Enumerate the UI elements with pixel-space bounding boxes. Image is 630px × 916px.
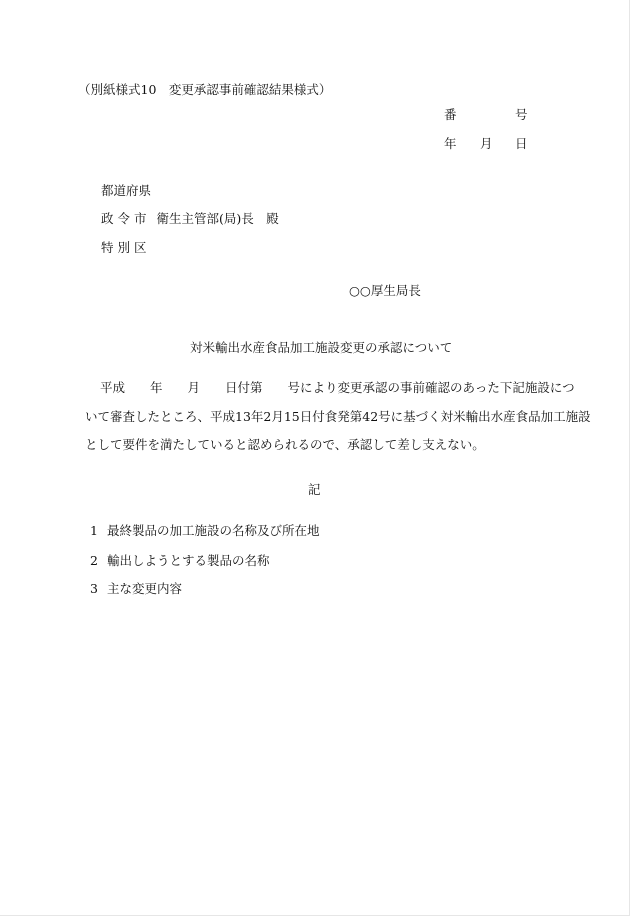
body-text-line-3: として要件を満たしていると認められるので、承認して差し支えない。 [85,437,485,452]
form-label: （別紙様式10 変更承認事前確認結果様式） [78,82,332,97]
list-item-number: 2 [90,553,98,568]
date-month-label: 月 [480,136,493,151]
date-day-label: 日 [515,136,528,151]
subject-title: 対米輸出水産食品加工施設変更の承認について [190,340,453,355]
recipient-line-ward: 特 別 区 [101,240,147,255]
ki-heading: 記 [308,482,321,497]
list-item-text: 輸出しようとする製品の名称 [107,553,270,568]
number-label-ban: 番 [444,107,457,122]
recipient-title: 衛生主管部(局)長 殿 [156,211,279,226]
date-year-label: 年 [444,136,457,151]
list-item-number: 1 [90,523,98,538]
recipient-line-city [101,213,279,226]
list-item [90,555,270,568]
list-item-text: 主な変更内容 [107,581,183,596]
list-item-number: 3 [90,581,98,596]
body-text-line-1: 平成 年 月 日付第 号により変更承認の事前確認のあった下記施設につ [100,380,575,395]
list-item [90,583,182,596]
list-item-text: 最終製品の加工施設の名称及び所在地 [107,523,320,538]
list-item [90,525,320,538]
recipient-city-prefix: 政 令 市 [101,211,147,226]
number-label-go: 号 [515,107,528,122]
body-text-line-2: いて審査したところ、平成13年2月15日付食発第42号に基づく対米輸出水産食品加工施設 [85,409,591,424]
issuer: ○○厚生局長 [349,283,421,298]
recipient-line-prefecture: 都道府県 [101,183,152,198]
